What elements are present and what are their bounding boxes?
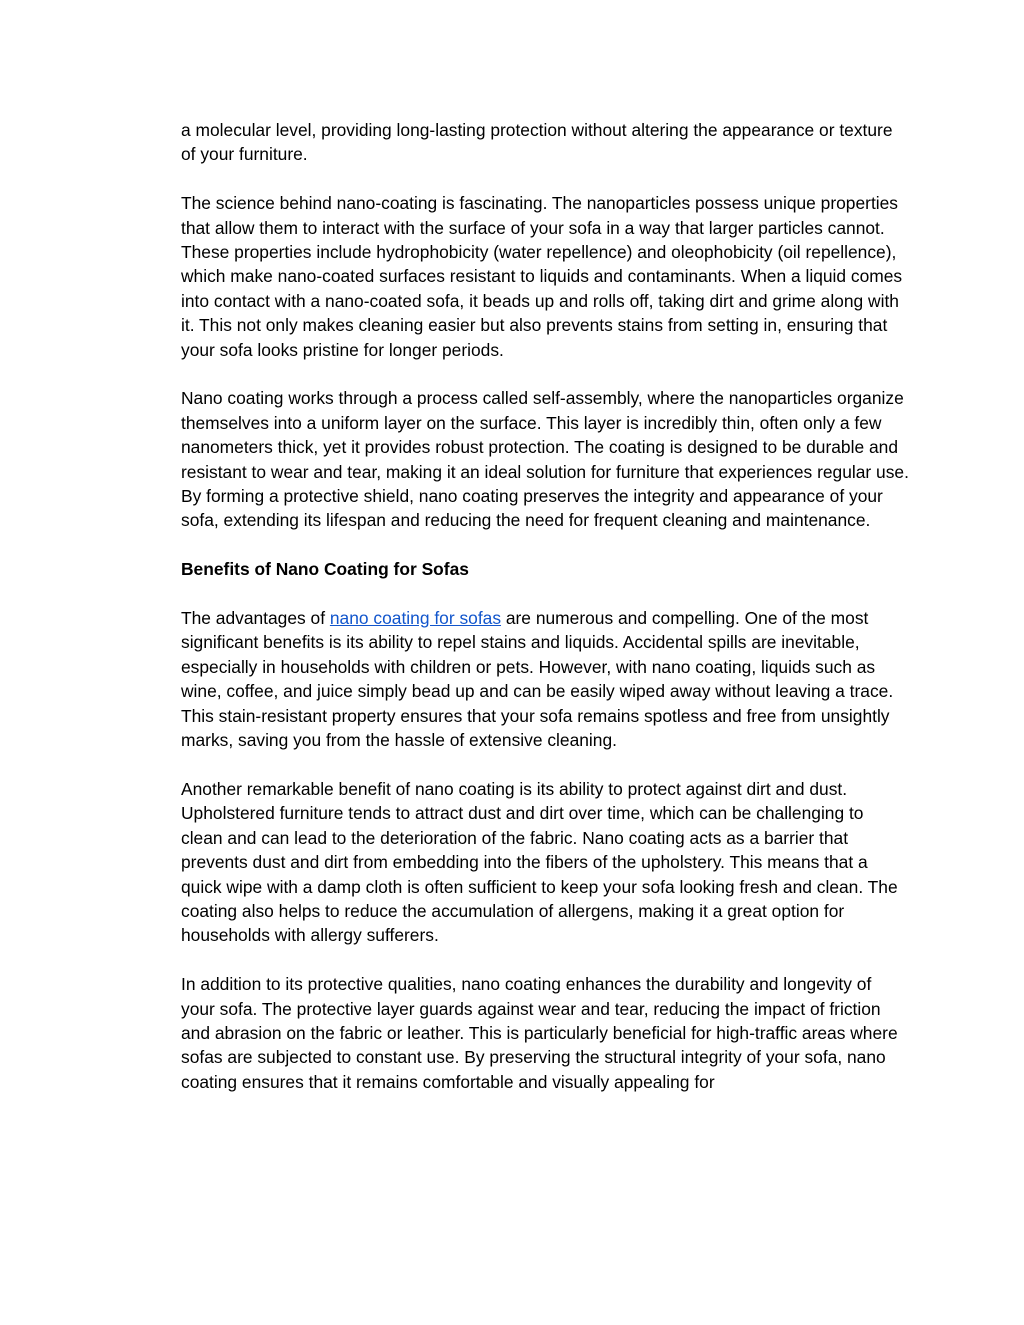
advantages-text-before-link: The advantages of [181, 608, 330, 629]
paragraph-science: The science behind nano-coating is fascinating. The nanoparticles possess unique properties that allow them to interact with the surface of your sofa in a way that larger particles cannot. These properties include hydrophobicity (water repellence) and oleophobicity (oil repellence), which make nano-coated surfaces resistant to liquids and contaminants. When a liquid comes into contact with a nano-coated sofa, it beads up and rolls off, taking dirt and grime along with it. This not only makes cleaning easier but also prevents stains from setting in, ensuring that your sofa looks pristine for longer periods. [181, 193, 903, 360]
advantages-text-after-link: are numerous and compelling. One of the most significant benefits is its ability to repel stains and liquids. Accidental spills are inevitable, especially in households with children or pets. However, with nano coating, liquids such as wine, coffee, and juice simply bead up and can be easily wiped away without leaving a trace. This stain-resistant property ensures that your sofa remains spotless and free from unsightly marks, saving you from the hassle of extensive cleaning. [181, 608, 894, 751]
document-body [181, 118, 909, 1119]
paragraph-dirt-dust: Another remarkable benefit of nano coating is its ability to protect against dirt and dust. Upholstered furniture tends to attract dust and dirt over time, which can be challenging to clean and can lead to the deterioration of the fabric. Nano coating acts as a barrier that prevents dust and dirt from embedding into the fibers of the upholstery. This means that a quick wipe with a damp cloth is often sufficient to keep your sofa looking fresh and clean. The coating also helps to reduce the accumulation of allergens, making it a great option for households with allergy sufferers. [181, 778, 898, 946]
paragraph-molecular-level: a molecular level, providing long-lasting protection without altering the appearance or texture of your furniture. [181, 120, 893, 165]
paragraph-durability: In addition to its protective qualities, nano coating enhances the durability and longevity of your sofa. The protective layer guards against wear and tear, reducing the impact of friction and abrasion on the fabric or leather. This is particularly beneficial for high-traffic areas where sofas are subjected to constant use. By preserving the structural integrity of your sofa, nano coating ensures that it remains comfortable and visually appealing for [181, 974, 898, 1092]
paragraph-advantages [181, 606, 909, 752]
nano-coating-link[interactable]: nano coating for sofas [329, 608, 502, 629]
paragraph-self-assembly: Nano coating works through a process called self-assembly, where the nanoparticles organize themselves into a uniform layer on the surface. This layer is incredibly thin, often only a few nanometers thick, yet it provides robust protection. The coating is designed to be durable and resistant to wear and tear, making it an ideal solution for furniture that experiences regular use. By forming a protective shield, nano coating preserves the integrity and appearance of your sofa, extending its lifespan and reducing the need for frequent cleaning and maintenance. [181, 388, 909, 531]
section-heading-benefits: Benefits of Nano Coating for Sofas [181, 559, 469, 580]
